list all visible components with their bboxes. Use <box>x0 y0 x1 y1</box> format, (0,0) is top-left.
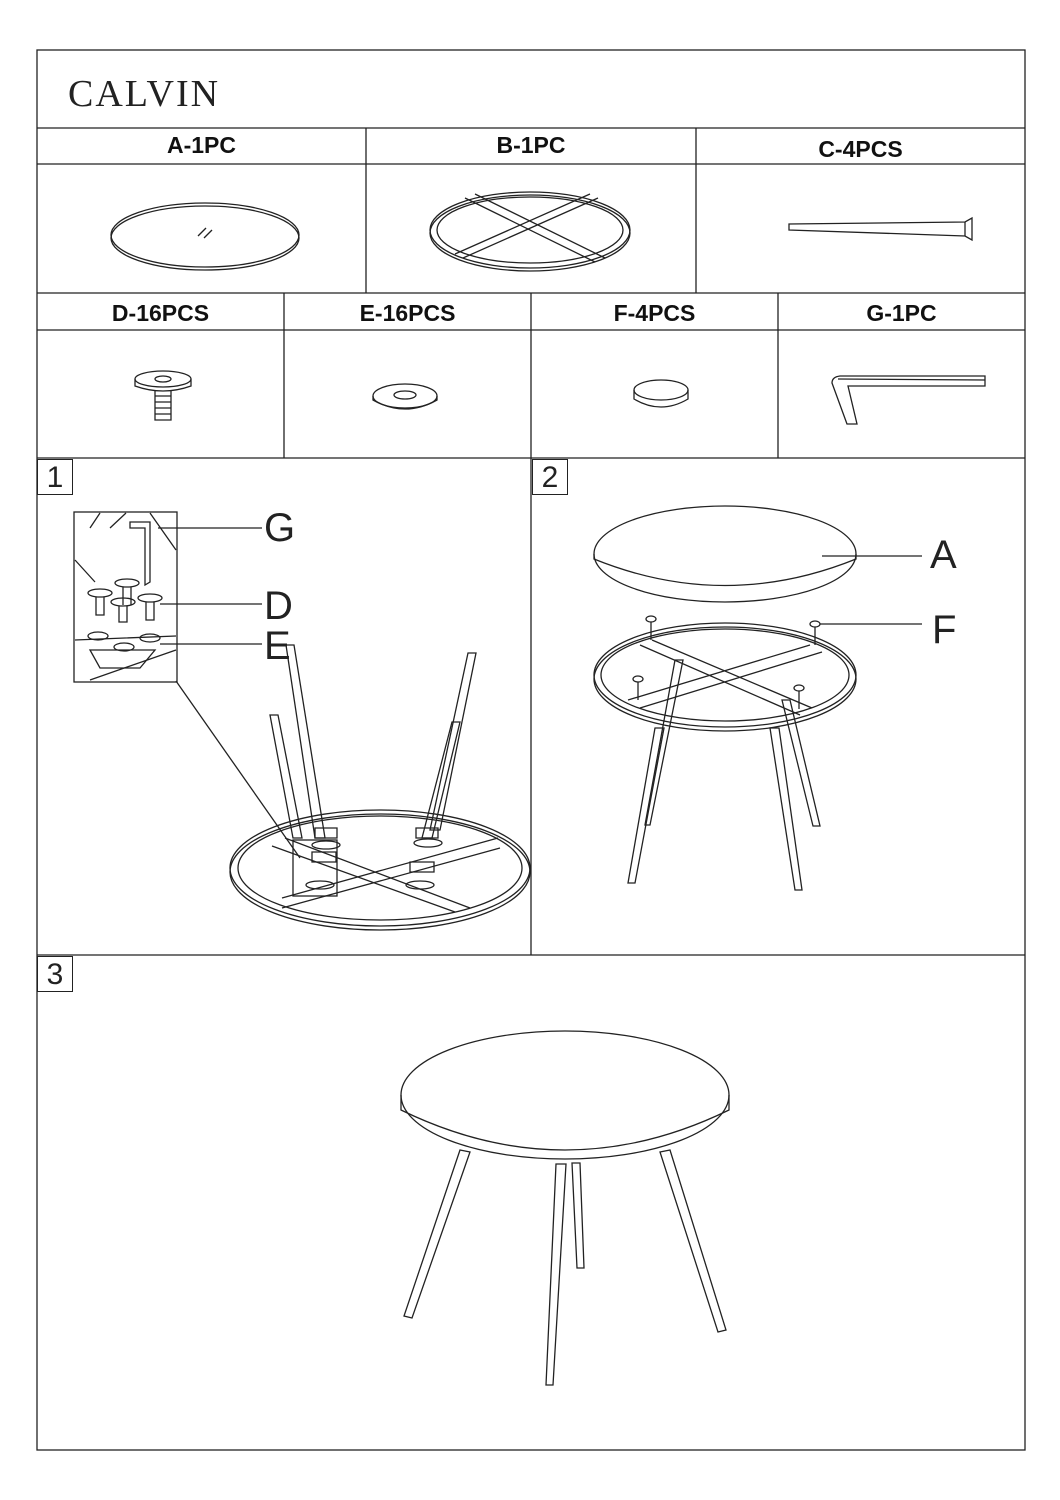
step3-drawing <box>401 1031 729 1385</box>
leg-icon <box>789 218 972 240</box>
washer-icon <box>373 384 437 409</box>
callout-f: F <box>932 608 957 652</box>
callout-e: E <box>264 624 291 668</box>
part-d-label: D-16PCS <box>111 300 210 326</box>
part-a-label: A-1PC <box>166 132 236 158</box>
product-title: CALVIN <box>68 73 221 115</box>
step1-drawing <box>74 512 530 930</box>
callout-d: D <box>264 584 293 628</box>
glass-top-icon <box>111 203 299 270</box>
frame-ring-icon <box>430 192 630 271</box>
part-e-label: E-16PCS <box>359 300 456 326</box>
part-c-label: C-4PCS <box>818 136 903 162</box>
allen-key-icon <box>832 376 985 424</box>
pad-icon <box>634 380 688 407</box>
part-b-label: B-1PC <box>496 132 566 158</box>
callout-g: G <box>264 506 296 550</box>
step-2-number: 2 <box>532 459 568 495</box>
callout-a: A <box>930 533 957 577</box>
part-g-label: G-1PC <box>866 300 937 326</box>
step-1-number: 1 <box>37 459 73 495</box>
bolt-icon <box>135 371 191 420</box>
step-3-number: 3 <box>37 956 73 992</box>
step2-drawing <box>594 506 922 890</box>
part-f-label: F-4PCS <box>613 300 696 326</box>
